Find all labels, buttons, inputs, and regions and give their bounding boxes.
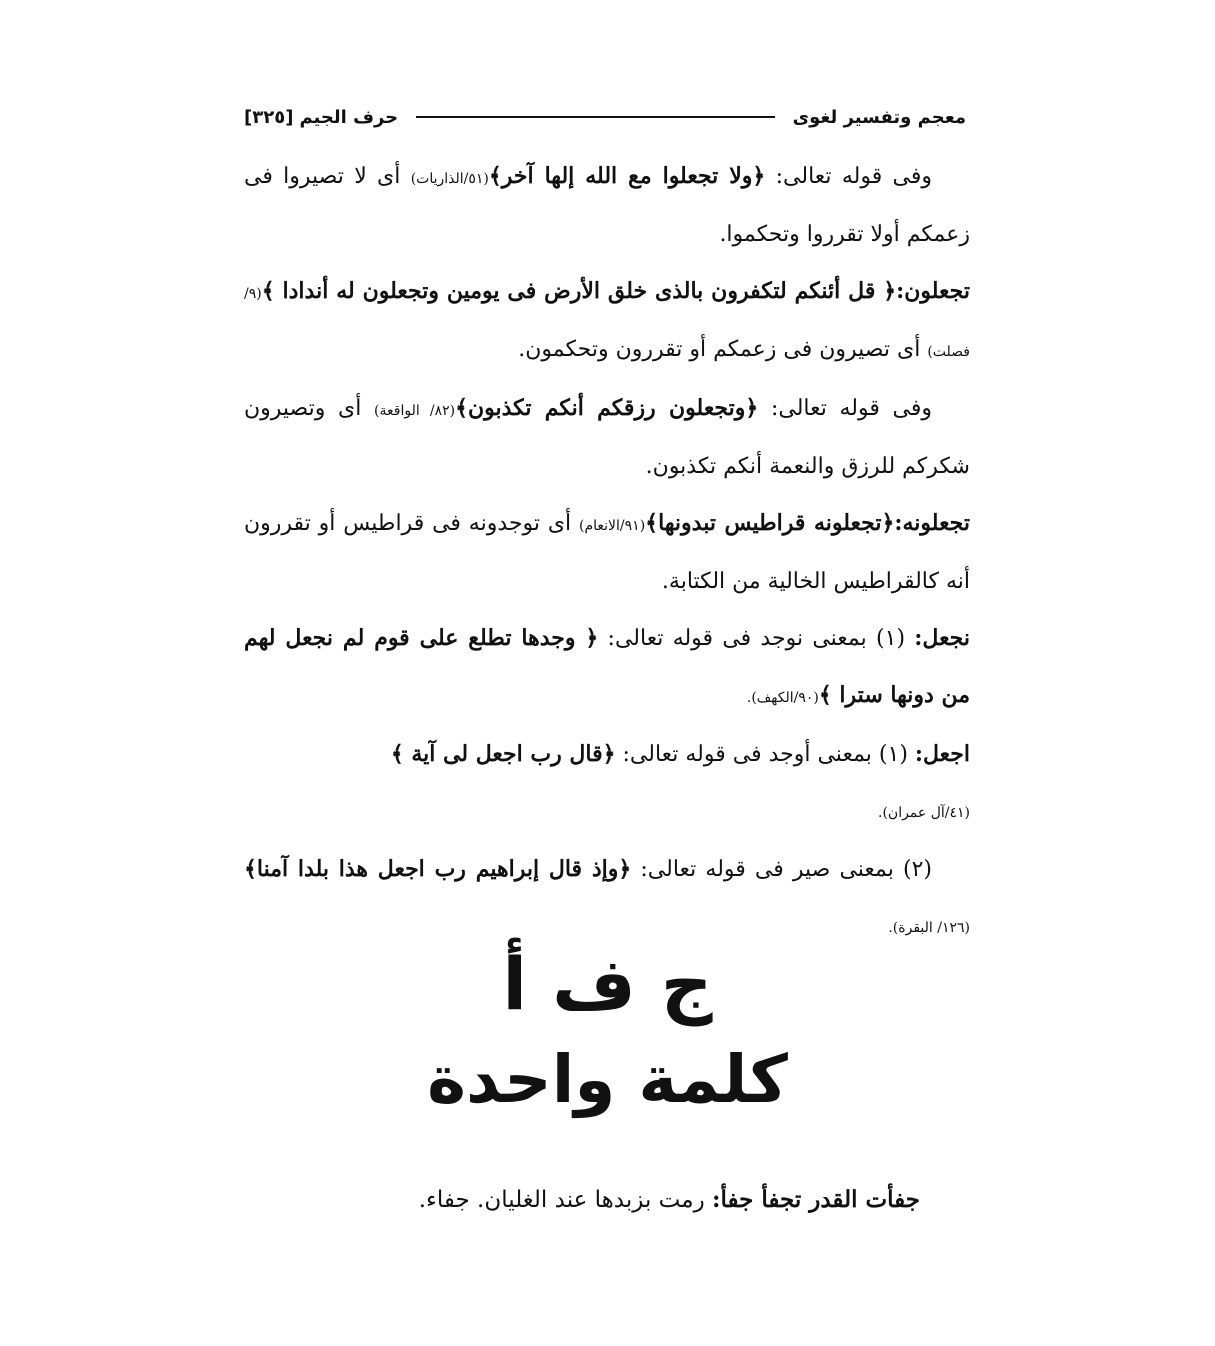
root-letters: ج ف أ — [502, 942, 713, 1026]
header-section: حرف الجيم — [299, 106, 399, 128]
entry-keyword: تجعلونه: — [894, 510, 970, 536]
root-subtitle: كلمة واحدة — [427, 1041, 788, 1118]
paragraph-5 — [244, 610, 970, 726]
quran-quote: ﴿ وجدها تطلع على قوم لم نجعل لهم من دونها سترا ﴾ — [244, 625, 970, 708]
verse-reference: (٩/ فصلت) — [244, 286, 970, 360]
entry-keyword: اجعل: — [914, 741, 970, 767]
paragraph-3 — [244, 380, 970, 495]
verse-reference: (١٢٦/ البقرة). — [888, 920, 970, 936]
body-text — [244, 148, 970, 956]
entry-keyword: تجعلون: — [896, 278, 970, 304]
header-page-number: [٣٢٥] — [244, 106, 294, 128]
quran-quote: ﴿وتجعلون رزقكم أنكم تكذبون﴾ — [455, 395, 759, 421]
paragraph-text: أى لا تصيروا فى زعمكم أولا تقرروا وتحكموا. — [244, 164, 970, 247]
paragraph-text: أى توجدونه فى قراطيس أو تقررون أنه كالقراطيس الخالية من الكتابة. — [244, 511, 970, 594]
paragraph-1 — [244, 148, 970, 263]
paragraph-text: (١) بمعنى نوجد فى قوله تعالى: — [598, 626, 915, 651]
verse-reference: (٨٢/ الواقعة) — [374, 403, 456, 419]
verse-reference: (٩٠/الكهف). — [746, 690, 819, 706]
root-heading — [0, 936, 1215, 1128]
entry-definition: رمت بزبدها عند الغليان. جفاء. — [418, 1187, 712, 1213]
dictionary-entry — [300, 1176, 920, 1224]
paragraph-text: وفى قوله تعالى: — [765, 164, 933, 189]
entry-keyword: نجعل: — [914, 625, 971, 651]
paragraph-text: أى تصيرون فى زعمكم أو تقررون وتحكمون. — [518, 337, 928, 362]
verse-reference: (٥١/الذاريات) — [410, 171, 489, 187]
entry-headword: جفأت القدر تجفأ جفأ: — [712, 1186, 920, 1213]
paragraph-2 — [244, 263, 970, 380]
paragraph-6 — [244, 726, 970, 841]
paragraph-text: (١) بمعنى أوجد فى قوله تعالى: — [615, 742, 915, 767]
quran-quote: ﴿ قل أئنكم لتكفرون بالذى خلق الأرض فى يومين وتجعلون له أندادا ﴾ — [261, 278, 897, 304]
header-title: معجم وتفسير لغوى — [792, 106, 966, 128]
running-header — [244, 102, 966, 132]
header-rule — [416, 116, 774, 118]
quran-quote: ﴿ولا تجعلوا مع الله إلها آخر﴾ — [488, 163, 766, 189]
paragraph-text: (٢) بمعنى صير فى قوله تعالى: — [631, 857, 932, 882]
verse-reference: (٩١/الانعام) — [579, 518, 646, 534]
paragraph-4 — [244, 495, 970, 610]
quran-quote: ﴿وإذ قال إبراهيم رب اجعل هذا بلدا آمنا﴾ — [244, 856, 632, 882]
paragraph-text: وفى قوله تعالى: — [758, 396, 933, 421]
verse-reference: (٤١/آل عمران). — [878, 805, 970, 821]
paragraph-text: أى وتصيرون شكركم للرزق والنعمة أنكم تكذبون. — [244, 396, 970, 479]
quran-quote: ﴿قال رب اجعل لى آية ﴾ — [390, 741, 616, 767]
quran-quote: ﴿تجعلونه قراطيس تبدونها﴾ — [645, 510, 895, 536]
